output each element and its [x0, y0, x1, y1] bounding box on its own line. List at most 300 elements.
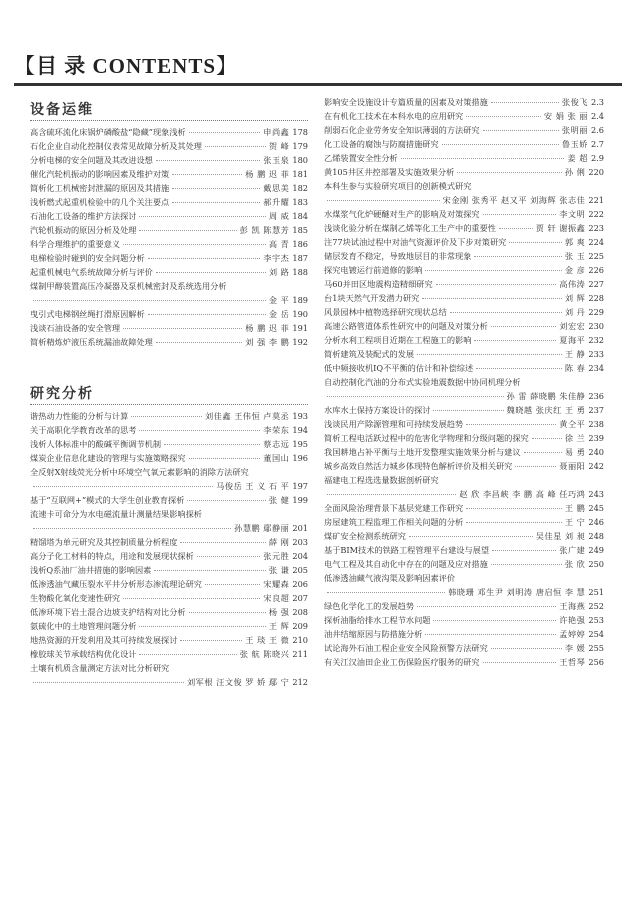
entry-page: 222: [588, 209, 604, 219]
toc-entry[interactable]: [324, 361, 604, 375]
toc-entry[interactable]: [30, 195, 308, 209]
toc-entry[interactable]: [324, 543, 604, 557]
entry-page: 194: [292, 425, 308, 435]
entry-authors: 郭 爽: [564, 237, 586, 247]
toc-entry[interactable]: [324, 403, 604, 417]
entry-authors: 张元胜: [263, 551, 290, 561]
entry-title: 煤矿安全检测系统研究: [324, 531, 406, 541]
leader-dots: [139, 216, 265, 217]
toc-entry[interactable]: [324, 291, 604, 305]
toc-entry[interactable]: [30, 153, 308, 167]
leader-dots: [123, 244, 266, 245]
toc-entry[interactable]: [30, 619, 308, 633]
entry-title: 自动控制化汽油的分布式实验地震数据中协同机理分析: [324, 377, 521, 387]
entry-title: 我国耕地占补平衡与土地开发整理实施效果分析与建议: [324, 447, 521, 457]
section-entries: [30, 409, 308, 689]
entry-authors: 王海燕: [559, 601, 586, 611]
entry-title: 基于“互联网+”模式的大学生创业教育探析: [30, 495, 185, 505]
leader-dots: [205, 146, 266, 147]
entry-title: 浅谈化验分析在煤制乙烯等化工生产中的重要性: [324, 223, 496, 233]
entry-author-line: [30, 293, 308, 307]
entry-page: 208: [292, 607, 308, 617]
leader-dots: [164, 444, 260, 445]
entry-authors: 鲁玉娇: [561, 139, 588, 149]
toc-entry[interactable]: [30, 493, 308, 507]
toc-entry[interactable]: [324, 347, 604, 361]
leader-dots: [433, 410, 503, 411]
leader-dots: [33, 300, 266, 301]
entry-authors: 王 琰 王 微: [245, 635, 290, 645]
entry-page: 223: [588, 223, 604, 233]
entry-page: 236: [588, 391, 604, 401]
toc-entry[interactable]: [30, 409, 308, 423]
toc-entry[interactable]: [324, 95, 604, 109]
entry-authors: 李 媛: [564, 643, 586, 653]
entry-authors: 张 欣: [564, 559, 586, 569]
toc-entry[interactable]: [324, 655, 604, 669]
leader-dots: [417, 354, 562, 355]
entry-page: 179: [292, 141, 308, 151]
entry-title: 本科生参与实验研究项目的创新模式研究: [324, 181, 472, 191]
entry-page: 203: [292, 537, 308, 547]
entry-page: 188: [292, 267, 308, 277]
entry-title: 低渗透油藏气液沟渠及影响因素评价: [324, 573, 456, 583]
leader-dots: [156, 272, 266, 273]
entry-title: 石油化工设备的维护方法探讨: [30, 211, 137, 221]
entry-title: 浅析Q系油厂油井措施的影响因素: [30, 565, 152, 575]
entry-authors: 李荣东: [263, 425, 290, 435]
entry-authors: 杨 强: [268, 607, 290, 617]
entry-title: 起重机械电气系统故障分析与评价: [30, 267, 153, 277]
leader-dots: [492, 550, 556, 551]
entry-title: 分析电梯的安全问题及其改进设想: [30, 155, 153, 165]
entry-title: 水库水土保持方案设计的探讨: [324, 405, 431, 415]
entry-authors: 许艳强: [559, 615, 586, 625]
leader-dots: [205, 584, 260, 585]
entry-title: 试论海外石油工程企业安全风险预警方法研究: [324, 643, 488, 653]
entry-authors: 徐 兰: [564, 433, 586, 443]
entry-author-line: [30, 675, 308, 689]
toc-entry[interactable]: [324, 235, 604, 249]
toc-entry[interactable]: [324, 501, 604, 515]
toc-entry[interactable]: [30, 139, 308, 153]
entry-title: 流速卡可命分为水电磁流量计测量结果影响探析: [30, 509, 202, 519]
entry-title: 注77块试油过程中对油气资源评价及下步对策研究: [324, 237, 507, 247]
leader-dots: [499, 228, 533, 229]
section-entries: [30, 125, 308, 349]
entry-page: 180: [292, 155, 308, 165]
entry-authors: 孙慧鹏 鄢静丽: [234, 523, 290, 533]
entry-authors: 王 鹏: [564, 503, 586, 513]
entry-title: 储层发育不稳定，导致地层目的非常现象: [324, 251, 472, 261]
toc-entry[interactable]: [324, 515, 604, 529]
entry-author-line: [324, 585, 604, 599]
entry-title: 高速公路管道体系性研究中的问题及对策分析: [324, 321, 488, 331]
entry-authors: 李宇杰: [263, 253, 290, 263]
entry-authors: 易 勇: [564, 447, 586, 457]
entry-page: 227: [588, 279, 604, 289]
leader-dots: [466, 424, 556, 425]
entry-title: 简析工程电活跃过程中的危害化学物理和分级问题的探究: [324, 433, 529, 443]
toc-entry[interactable]: [30, 605, 308, 619]
entry-authors: 张 谦: [268, 565, 290, 575]
entry-authors: 王 辉: [268, 621, 290, 631]
entry-page: 197: [292, 481, 308, 491]
entry-page: 242: [588, 461, 604, 471]
entry-page: 185: [292, 225, 308, 235]
entry-title: 石化企业自动化控制仪表常见故障分析及其处理: [30, 141, 202, 151]
entry-author-line: [324, 487, 604, 501]
leader-dots: [532, 438, 562, 439]
entry-title: 浅谈石油设备的安全管理: [30, 323, 121, 333]
entry-page: 178: [292, 127, 308, 137]
toc-entry[interactable]: [324, 557, 604, 571]
toc-entry[interactable]: [324, 277, 604, 291]
entry-title: 福建电工程选选量数据剖析研究: [324, 475, 439, 485]
entry-title: 乙烯装置安全性分析: [324, 153, 398, 163]
entry-authors: 魏晓越 张庆红 王 勇: [506, 405, 586, 415]
leader-dots: [180, 542, 265, 543]
entry-authors: 黄仝平: [559, 419, 586, 429]
entry-page: 206: [292, 579, 308, 589]
toc-entry[interactable]: [324, 221, 604, 235]
leader-dots: [123, 328, 242, 329]
toc-entry[interactable]: [324, 151, 604, 165]
entry-page: 239: [588, 433, 604, 443]
entry-authors: 高伟涛: [559, 279, 586, 289]
entry-title: 高含硫环流化床锅炉磷酸盐“隐藏”现象浅析: [30, 127, 186, 137]
leader-dots: [425, 634, 556, 635]
toc-entry[interactable]: [30, 563, 308, 577]
entry-authors: 张 玉: [564, 251, 586, 261]
entry-title: 黄105井区井控部署及实施效果分析: [324, 167, 455, 177]
toc-entry[interactable]: [30, 451, 308, 465]
leader-dots: [154, 570, 266, 571]
toc-entry[interactable]: [324, 263, 604, 277]
toc-entry[interactable]: [324, 417, 604, 431]
toc-entry[interactable]: [324, 613, 604, 627]
entry-title: 马60并田区地震构造精细研究: [324, 279, 433, 289]
entry-title: 简析精炼炉液压系统漏油故障处理: [30, 337, 153, 347]
toc-entry[interactable]: [324, 571, 604, 599]
entry-title: 氨硫化中的土地管理问题分析: [30, 621, 137, 631]
leader-dots: [442, 144, 559, 145]
entry-title: 谐热动力性能的分析与计算: [30, 411, 129, 421]
entry-authors: 刘军根 汪文俊 罗 娇 鄢 宁: [186, 677, 290, 687]
entry-authors: 张 航 陈晓兴: [239, 649, 290, 659]
leader-dots: [123, 598, 260, 599]
toc-entry[interactable]: [30, 209, 308, 223]
leader-dots: [433, 620, 556, 621]
entry-authors: 周 威: [268, 211, 290, 221]
leader-dots: [139, 626, 265, 627]
entry-page: 252: [588, 601, 604, 611]
entry-authors: 赵 欣 李昌峡 李 鹏 高 峰 任巧鸿: [459, 489, 586, 499]
entry-page: 245: [588, 503, 604, 513]
right-column: [324, 95, 604, 669]
entry-page: 182: [292, 183, 308, 193]
toc-entry[interactable]: [324, 529, 604, 543]
section-heading-rule: [30, 120, 308, 121]
toc-entry[interactable]: [324, 305, 604, 319]
entry-title: 低渗环境下岩土混合边坡支护结构对比分析: [30, 607, 186, 617]
leader-dots: [422, 298, 562, 299]
toc-entry[interactable]: [324, 179, 604, 207]
leader-dots: [436, 284, 557, 285]
toc-entry[interactable]: [30, 535, 308, 549]
entry-title: 浅析人体标准中的酸碱平衡调节机制: [30, 439, 162, 449]
toc-entry[interactable]: [30, 335, 308, 349]
entry-authors: 夏海平: [559, 335, 586, 345]
entry-title: 基于BIM技术的铁路工程管理平台建设与展望: [324, 545, 490, 555]
leader-dots: [483, 130, 559, 131]
toc-entry[interactable]: [324, 109, 604, 123]
toc-entry[interactable]: [324, 333, 604, 347]
entry-page: 212: [292, 677, 308, 687]
entry-page: 2.4: [590, 111, 604, 121]
leader-dots: [156, 160, 260, 161]
leader-dots: [189, 132, 261, 133]
toc-entry[interactable]: [324, 599, 604, 613]
entry-page: 225: [588, 251, 604, 261]
entry-title: 土壤有机质含量测定方法对比分析研究: [30, 663, 170, 673]
entry-page: 199: [292, 495, 308, 505]
entry-page: 196: [292, 453, 308, 463]
leader-dots: [409, 536, 533, 537]
toc-entry[interactable]: [30, 125, 308, 139]
entry-title: 化工设备的腐蚀与防腐措施研究: [324, 139, 439, 149]
entry-page: 195: [292, 439, 308, 449]
toc-entry[interactable]: [30, 307, 308, 321]
leader-dots: [457, 172, 562, 173]
entry-authors: 申尚鑫: [263, 127, 290, 137]
title-close-bracket: 】: [216, 54, 239, 78]
toc-entry[interactable]: [30, 423, 308, 437]
toc-entry[interactable]: [30, 437, 308, 451]
entry-page: 184: [292, 211, 308, 221]
toc-entry[interactable]: [324, 123, 604, 137]
section-heading: [30, 99, 308, 119]
entry-page: 228: [588, 293, 604, 303]
entry-title: 汽轮机振动的原因分析及处理: [30, 225, 137, 235]
entry-page: 207: [292, 593, 308, 603]
leader-dots: [148, 314, 266, 315]
leader-dots: [466, 116, 541, 117]
entry-authors: 陈 春: [564, 363, 586, 373]
leader-dots: [33, 682, 184, 683]
entry-authors: 蔡志远: [263, 439, 290, 449]
entry-page: 183: [292, 197, 308, 207]
toc-entry[interactable]: [30, 223, 308, 237]
entry-title: 关于高职化学教育改革的思考: [30, 425, 137, 435]
leader-dots: [148, 258, 261, 259]
entry-title: 城乡高效自然活力城乡体现特色解析评价及相关研究: [324, 461, 513, 471]
toc-entry[interactable]: [324, 459, 604, 473]
entry-authors: 吴佳星 刘 昶: [535, 531, 586, 541]
entry-author-line: [324, 193, 604, 207]
toc-entry[interactable]: [30, 647, 308, 661]
toc-entry[interactable]: [324, 375, 604, 403]
toc-entry[interactable]: [324, 431, 604, 445]
toc-entry[interactable]: [30, 181, 308, 195]
entry-title: 浅析燃式起重机检验中的几个关注要点: [30, 197, 170, 207]
entry-title: 削弱石化企业劳务安全知识薄弱的方法研究: [324, 125, 480, 135]
leader-dots: [197, 556, 261, 557]
entry-authors: 姜 超: [567, 153, 588, 163]
entry-title: 绿色化学化工的发展趋势: [324, 601, 415, 611]
leader-dots: [515, 466, 556, 467]
entry-page: 205: [292, 565, 308, 575]
entry-authors: 宋良超: [263, 593, 290, 603]
entry-title: 全反射X射线荧光分析中环境空气氧元素影响的消除方法研究: [30, 467, 249, 477]
toc-entry[interactable]: [324, 165, 604, 179]
title-rule: [14, 83, 622, 86]
leader-dots: [139, 230, 236, 231]
entry-title: 高分子化工材料的特点，用途和发展现状探析: [30, 551, 194, 561]
leader-dots: [401, 158, 565, 159]
leader-dots: [327, 494, 456, 495]
toc-entry[interactable]: [30, 279, 308, 307]
left-column: [30, 95, 308, 689]
toc-entry[interactable]: [324, 641, 604, 655]
entry-page: 186: [292, 239, 308, 249]
entry-title: 房屋建筑工程监理工作相关问题的分析: [324, 517, 464, 527]
entry-page: 251: [588, 587, 604, 597]
entry-page: 201: [292, 523, 308, 533]
toc-entry[interactable]: [30, 633, 308, 647]
entry-authors: 孙 俐: [564, 167, 586, 177]
toc-entry[interactable]: [30, 465, 308, 493]
entry-authors: 李文明: [559, 209, 586, 219]
entry-authors: 张俊飞: [561, 97, 588, 107]
leader-dots: [483, 662, 557, 663]
entry-authors: 张广建: [559, 545, 586, 555]
leader-dots: [466, 522, 562, 523]
leader-dots: [417, 606, 556, 607]
toc-entry[interactable]: [324, 249, 604, 263]
leader-dots: [509, 242, 562, 243]
entry-page: 255: [588, 643, 604, 653]
entry-authors: 马俊岳 王 义 石 平: [216, 481, 290, 491]
entry-authors: 刘佳鑫 王伟恒 卢莫丞: [204, 411, 290, 421]
entry-authors: 聂丽阳: [559, 461, 586, 471]
entry-authors: 金 彦: [564, 265, 586, 275]
entry-authors: 高 青: [268, 239, 290, 249]
toc-entry[interactable]: [30, 577, 308, 591]
entry-authors: 郝升耀: [263, 197, 290, 207]
toc-entry[interactable]: [30, 549, 308, 563]
entry-page: 189: [292, 295, 308, 305]
entry-authors: 刘 路: [268, 267, 290, 277]
toc-entry[interactable]: [30, 265, 308, 279]
toc-entry[interactable]: [324, 473, 604, 501]
entry-page: 209: [292, 621, 308, 631]
entry-authors: 宋金刚 张秀平 赵又平 刘海辉 张志佳: [442, 195, 586, 205]
entry-page: 233: [588, 349, 604, 359]
entry-title: 电梯检验时碰到的安全问题分析: [30, 253, 145, 263]
entry-authors: 刘 丹: [564, 307, 586, 317]
entry-authors: 刘 强 李 鹏: [245, 337, 290, 347]
entry-author-line: [324, 389, 604, 403]
toc-entry[interactable]: [30, 661, 308, 689]
toc-entry[interactable]: [324, 207, 604, 221]
entry-authors: 刘宏宏: [559, 321, 586, 331]
entry-page: 224: [588, 237, 604, 247]
leader-dots: [474, 340, 556, 341]
page-title: [14, 50, 238, 82]
entry-authors: 孙 雷 薛晓鹏 朱佳静: [506, 391, 586, 401]
entry-authors: 金 岳: [268, 309, 290, 319]
entry-authors: 贾 轩 谢振鑫: [535, 223, 586, 233]
leader-dots: [474, 256, 561, 257]
entry-page: 243: [588, 489, 604, 499]
entry-page: 229: [588, 307, 604, 317]
leader-dots: [189, 612, 266, 613]
entry-title: 曳引式电梯钢丝绳打滑原因解析: [30, 309, 145, 319]
toc-entry[interactable]: [324, 445, 604, 459]
entry-authors: 张 健: [268, 495, 290, 505]
entry-author-line: [30, 479, 308, 493]
entry-title: 有关江汉油田企业工伤保险医疗服务的研究: [324, 657, 480, 667]
entry-title: 油井结缩原因与防措施分析: [324, 629, 423, 639]
toc-entry[interactable]: [30, 507, 308, 535]
toc-entry[interactable]: [30, 237, 308, 251]
entry-title: 地热资源的开发利用及其可持续发展探讨: [30, 635, 178, 645]
toc-entry[interactable]: [324, 137, 604, 151]
leader-dots: [491, 326, 557, 327]
leader-dots: [33, 528, 231, 529]
entry-title: 台1块天然气开发潜力研究: [324, 293, 420, 303]
entry-title: 催化汽轮机振动的影响因素及维护对策: [30, 169, 170, 179]
entry-title: 分析水利工程项目近期在工程施工的影响: [324, 335, 472, 345]
entry-page: 204: [292, 551, 308, 561]
toc-entry[interactable]: [30, 591, 308, 605]
entry-page: 240: [588, 447, 604, 457]
entry-page: 254: [588, 629, 604, 639]
leader-dots: [491, 102, 559, 103]
title-open-bracket: 【: [14, 54, 36, 78]
toc-entry[interactable]: [30, 167, 308, 181]
entry-page: 248: [588, 531, 604, 541]
entry-page: 250: [588, 559, 604, 569]
entry-title: 风景园林中植物选择研究现状总结: [324, 307, 447, 317]
entry-authors: 杨 鹏 迟 菲: [245, 169, 290, 179]
entry-page: 190: [292, 309, 308, 319]
toc-entry[interactable]: [324, 627, 604, 641]
entry-title: 探究电镀运行前道修的影响: [324, 265, 423, 275]
section-heading-label: 研究分析: [30, 386, 94, 402]
leader-dots: [327, 200, 440, 201]
entry-page: 210: [292, 635, 308, 645]
entry-title: 煤制甲醇装置高压冷凝器及泵机械密封及系统选用分析: [30, 281, 227, 291]
entry-title: 影响安全设施设计专篇质量的因素及对策措施: [324, 97, 488, 107]
entry-page: 220: [588, 167, 604, 177]
entry-authors: 王 静: [564, 349, 586, 359]
entry-author-line: [30, 521, 308, 535]
toc-entry[interactable]: [324, 319, 604, 333]
entry-title: 低中频接收机IQ不平衡的估计和补偿综述: [324, 363, 474, 373]
leader-dots: [466, 508, 562, 509]
toc-entry[interactable]: [30, 251, 308, 265]
entry-page: 192: [292, 337, 308, 347]
toc-entry[interactable]: [30, 321, 308, 335]
entry-page: 191: [292, 323, 308, 333]
entry-page: 221: [588, 195, 604, 205]
leader-dots: [189, 458, 261, 459]
entry-authors: 宋耀森: [263, 579, 290, 589]
entry-page: 2.9: [590, 153, 604, 163]
leader-dots: [139, 654, 236, 655]
